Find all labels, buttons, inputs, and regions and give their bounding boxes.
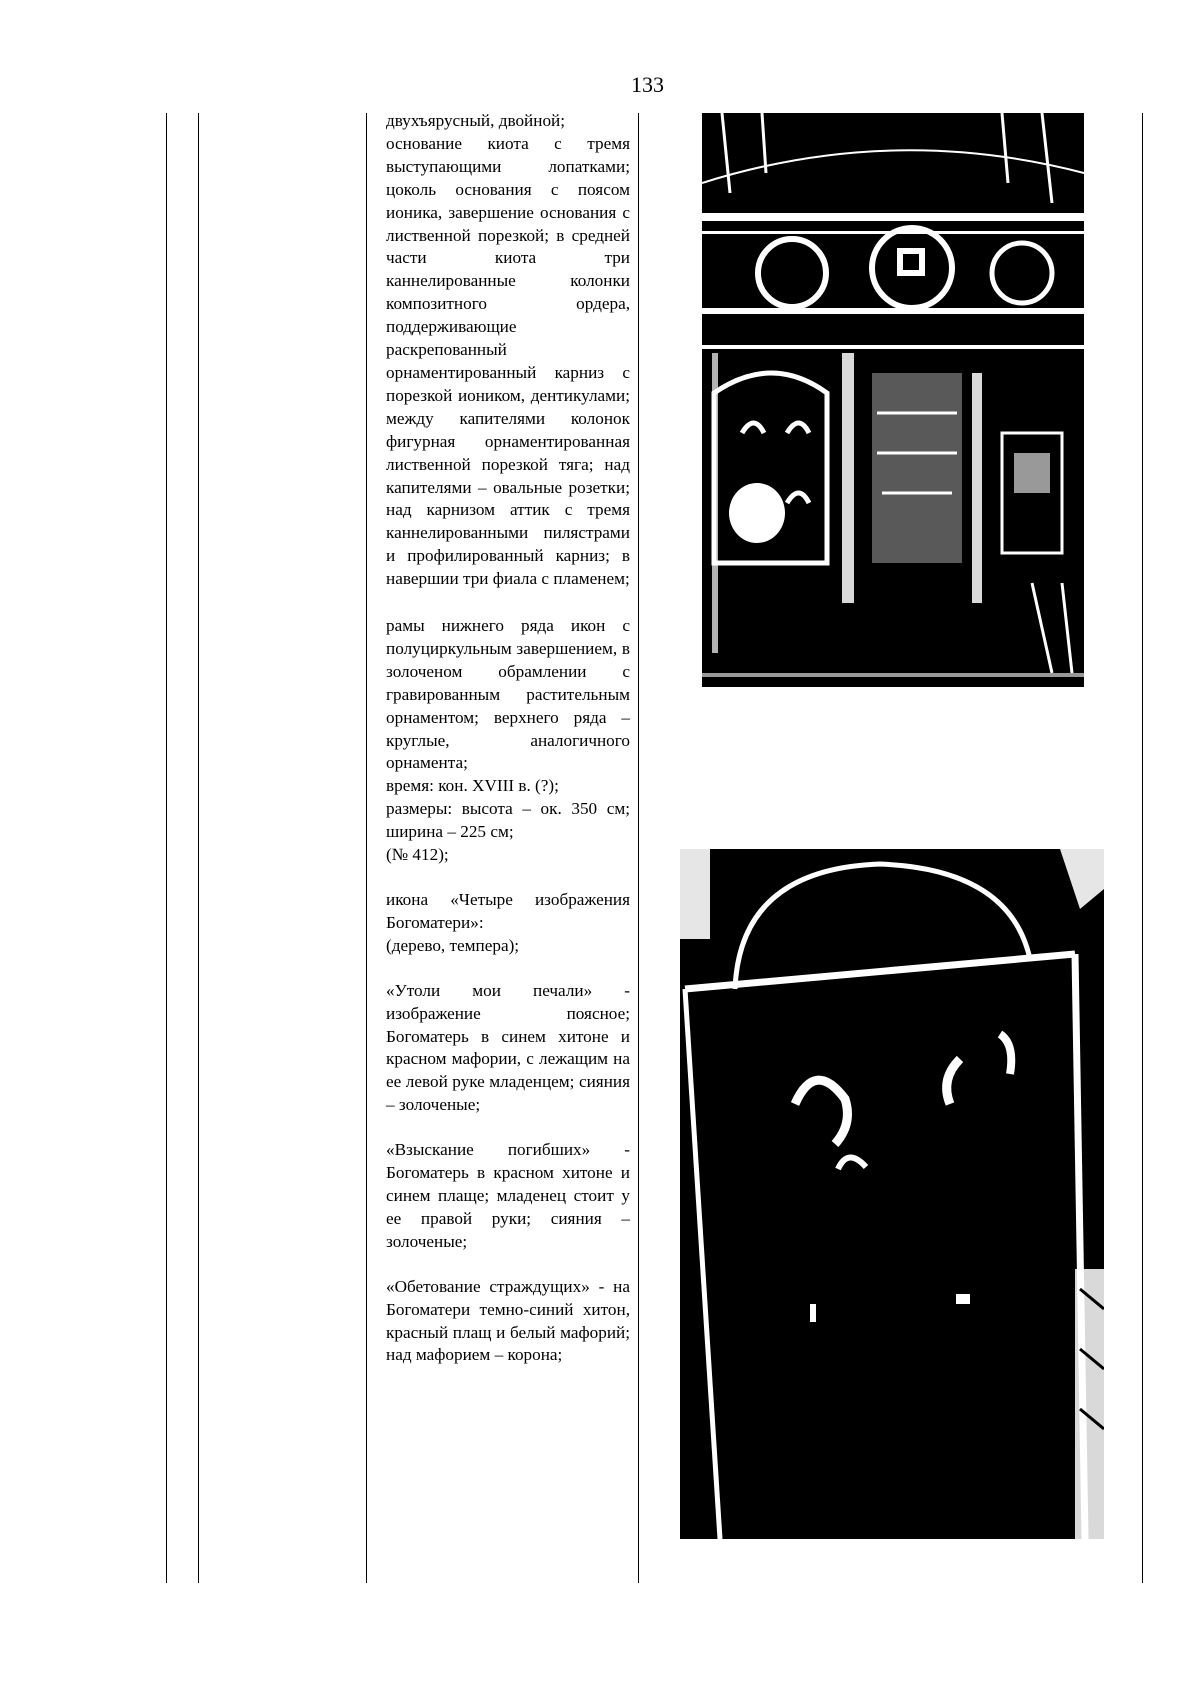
- description-paragraph: рамы нижнего ряда икон с полуциркульным завершением, в золоченом обрамлении с гравированным растительным орнаментом; верхнего ряда – круглые, аналогичного орнамента; время: кон. XVIII в. (?); размеры: высота – ок. 350 см; ширина – 225 см; (№ 412);: [386, 616, 630, 865]
- page-number: 133: [631, 72, 664, 97]
- column-rule: [366, 113, 367, 1583]
- column-rule: [198, 113, 199, 1583]
- icon-photo-image: [680, 849, 1104, 1539]
- description-paragraph: «Взыскание погибших» - Богоматерь в красном хитоне и синем плаще; младенец стоит у ее правой руки; сияния – золоченые;: [386, 1140, 630, 1251]
- description-paragraph: икона «Четыре изображения Богоматери»: (дерево, темпера);: [386, 890, 630, 955]
- description-column: [386, 110, 630, 1389]
- description-paragraph: «Обетование страждущих» - на Богоматери темно-синий хитон, красный плащ и белый мафорий; над мафорием – корона;: [386, 1276, 630, 1365]
- description-paragraph: «Утоли мои печали» - изображение поясное; Богоматерь в синем хитоне и красном мафории, с лежащим на ее левой руке младенцем; сияния – золоченые;: [386, 980, 630, 1115]
- column-rule: [1142, 113, 1143, 1583]
- column-rule: [166, 113, 167, 1583]
- column-rule: [638, 113, 639, 1583]
- icon-photo: [680, 849, 1104, 1539]
- iconostasis-photo-image: [702, 113, 1084, 687]
- description-paragraph: двухъярусный, двойной; основание киота с тремя выступающими лопатками; цоколь основания с поясом ионика, завершение основания с лиственной порезкой; в средней части киота три каннелированные колонки композитного ордера, поддерживающие раскрепованный орнаментированный карниз с порезкой иоником, дентикулами; между капителями колонок фигурная орнаментированная лиственной порезкой тяга; над капителями – овальные розетки; над карнизом аттик с тремя каннелированными пилястрами и профилированный карниз; в навершии три фиала с пламенем;: [386, 111, 630, 589]
- iconostasis-photo: [702, 113, 1084, 687]
